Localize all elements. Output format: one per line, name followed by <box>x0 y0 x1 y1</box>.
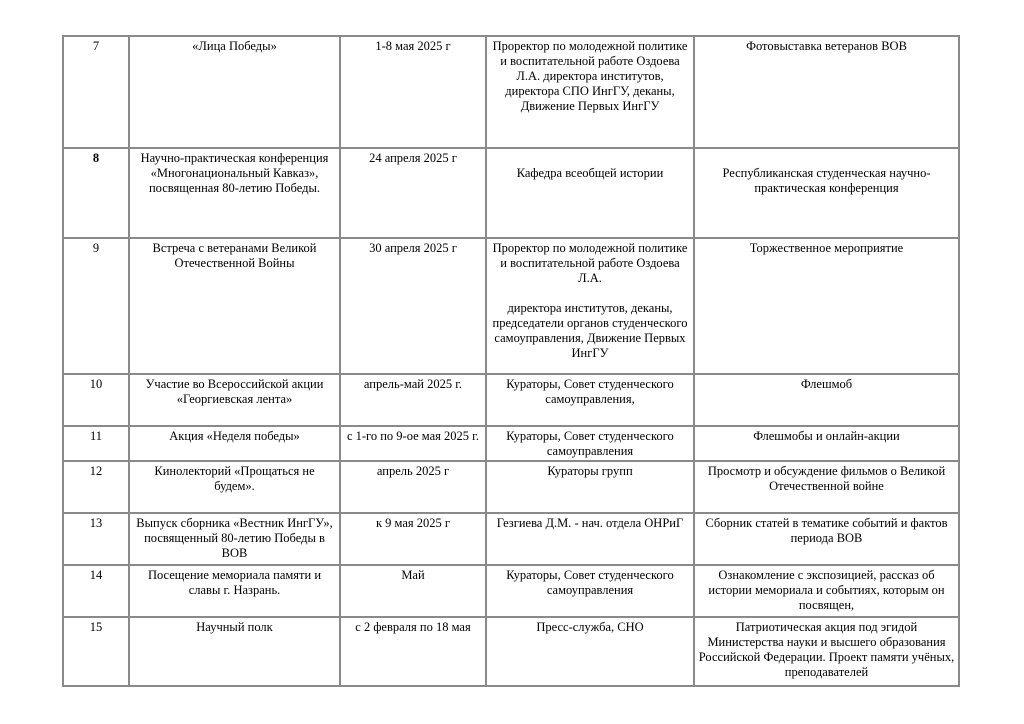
row-number: 8 <box>63 148 129 238</box>
event-form: Торжественное мероприятие <box>694 238 959 374</box>
event-form: Флешмобы и онлайн-акции <box>694 426 959 461</box>
event-responsible: Кураторы, Совет студенческого самоуправления, <box>486 374 694 426</box>
event-date: Май <box>340 565 486 617</box>
event-date: апрель-май 2025 г. <box>340 374 486 426</box>
event-responsible: Пресс-служба, СНО <box>486 617 694 686</box>
event-name: Научно-практическая конференция «Многонациональный Кавказ», посвященная 80-летию Победы. <box>129 148 340 238</box>
event-form: Просмотр и обсуждение фильмов о Великой Отечественной войне <box>694 461 959 513</box>
row-number: 12 <box>63 461 129 513</box>
event-date: апрель 2025 г <box>340 461 486 513</box>
event-name: Акция «Неделя победы» <box>129 426 340 461</box>
event-date: 30 апреля 2025 г <box>340 238 486 374</box>
row-number: 9 <box>63 238 129 374</box>
table-row <box>63 238 959 374</box>
row-number: 13 <box>63 513 129 565</box>
event-name: Посещение мемориала памяти и славы г. Назрань. <box>129 565 340 617</box>
table-row <box>63 426 959 461</box>
table-row <box>63 374 959 426</box>
event-date: 24 апреля 2025 г <box>340 148 486 238</box>
event-responsible: Кафедра всеобщей истории <box>486 148 694 238</box>
row-number: 11 <box>63 426 129 461</box>
event-date: 1-8 мая 2025 г <box>340 36 486 148</box>
event-responsible: Гезгиева Д.М. - нач. отдела ОНРиГ <box>486 513 694 565</box>
event-name: Встреча с ветеранами Великой Отечественной Войны <box>129 238 340 374</box>
event-form: Ознакомление с экспозицией, рассказ об истории мемориала и событиях, которым он посвящен, <box>694 565 959 617</box>
table-row <box>63 36 959 148</box>
row-number: 15 <box>63 617 129 686</box>
event-form: Флешмоб <box>694 374 959 426</box>
events-table <box>62 35 960 687</box>
row-number: 10 <box>63 374 129 426</box>
table-row <box>63 461 959 513</box>
event-name: Научный полк <box>129 617 340 686</box>
event-name: Выпуск сборника «Вестник ИнгГУ», посвященный 80-летию Победы в ВОВ <box>129 513 340 565</box>
event-date: с 1-го по 9-ое мая 2025 г. <box>340 426 486 461</box>
event-name: «Лица Победы» <box>129 36 340 148</box>
event-responsible: Кураторы групп <box>486 461 694 513</box>
table-row <box>63 148 959 238</box>
table-row <box>63 617 959 686</box>
event-responsible: Кураторы, Совет студенческого самоуправления <box>486 565 694 617</box>
event-form: Республиканская студенческая научно-практическая конференция <box>694 148 959 238</box>
event-responsible <box>486 238 694 374</box>
event-date: к 9 мая 2025 г <box>340 513 486 565</box>
event-form: Патриотическая акция под эгидой Министерства науки и высшего образования Российской Федерации. Проект памяти учёных, преподавателей <box>694 617 959 686</box>
event-name: Участие во Всероссийской акции «Георгиевская лента» <box>129 374 340 426</box>
row-number: 7 <box>63 36 129 148</box>
event-date: с 2 февраля по 18 мая <box>340 617 486 686</box>
event-form: Сборник статей в тематике событий и фактов периода ВОВ <box>694 513 959 565</box>
row-number: 14 <box>63 565 129 617</box>
event-responsible: Кураторы, Совет студенческого самоуправления <box>486 426 694 461</box>
event-responsible: Проректор по молодежной политике и воспитательной работе Оздоева Л.А. директора институтов, директора СПО ИнгГУ, деканы, Движение Первых ИнгГУ <box>486 36 694 148</box>
table-row <box>63 513 959 565</box>
responsible-part-a: Проректор по молодежной политике и воспитательной работе Оздоева Л.А. <box>492 241 688 285</box>
event-name: Кинолекторий «Прощаться не будем». <box>129 461 340 513</box>
responsible-part-b: директора институтов, деканы, председатели органов студенческого самоуправления, Движение Первых ИнгГУ <box>492 301 688 360</box>
event-form: Фотовыставка ветеранов ВОВ <box>694 36 959 148</box>
table-row <box>63 565 959 617</box>
